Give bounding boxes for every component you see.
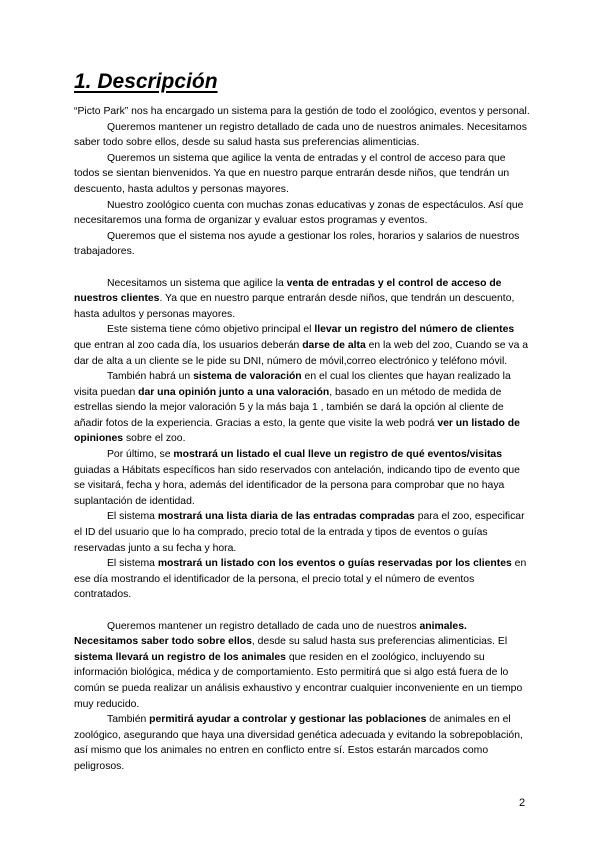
- text-run: Queremos mantener un registro detallado de cada uno de nuestros: [107, 620, 420, 632]
- text-run: Por último, se: [107, 449, 174, 461]
- paragraph: [74, 712, 530, 774]
- text-run: en la web del zoo, Cuando se va a dar de alta a un cliente se le pide su DNI, número de móvil,correo electrónico y teléfono móvil.: [74, 339, 529, 367]
- bold-text-run: mostrará una lista diaria de las entradas compradas: [157, 511, 415, 523]
- paragraph: [74, 369, 530, 447]
- bold-text-run: venta de entradas y el control de acceso de nuestros clientes: [74, 277, 502, 305]
- text-run: , desde su salud hasta sus preferencias alimenticias. El: [251, 636, 508, 648]
- bold-text-run: permitirá ayudar a controlar y gestionar las poblaciones: [149, 714, 427, 726]
- text-run: para el zoo, especificar el ID del usuario que lo ha comprado, precio total de la entrada y tipos de eventos o guías reservadas junto a su fecha y hora.: [74, 511, 525, 554]
- paragraph: [74, 509, 530, 556]
- bold-text-run: ver un listado de opiniones: [74, 417, 520, 445]
- paragraph: [74, 151, 530, 198]
- bold-text-run: sistema de valoración: [193, 371, 302, 383]
- text-run: También habrá un: [107, 371, 194, 383]
- text-run: de animales en el zoológico, asegurando que haya una diversidad genética adecuada y evitando la sobrepoblación, así mismo que los animales no entren en conflicto entre sí. Estos estarán marcados como peligrosos.: [74, 714, 523, 772]
- text-run: . Ya que en nuestro parque entrarán desde niños, que tendrán un descuento, hasta adultos y personas mayores.: [74, 293, 515, 320]
- paragraph: [74, 276, 530, 323]
- text-run: El sistema: [107, 558, 158, 570]
- paragraph: [74, 120, 530, 151]
- text-run: Queremos un sistema que agilice la venta de entradas y el control de acceso para que todos se sientan bienvenidos. Ya que en nuestro parque entrarán desde niños, que tendrán un descuento, hasta adultos y personas mayores.: [74, 152, 510, 195]
- text-run: que entran al zoo cada día, los usuarios deberán: [74, 339, 303, 351]
- text-run: El sistema: [107, 511, 158, 523]
- paragraph: [74, 447, 530, 509]
- text-run: Queremos mantener un registro detallado de cada uno de nuestros animales. Necesitamos saber todo sobre ellos, desde su salud hasta sus preferencias alimenticias.: [74, 121, 527, 149]
- paragraph: [74, 229, 530, 260]
- text-run: en ese día mostrando el identificador de la persona, el precio total y el número de eventos contratados.: [74, 558, 527, 601]
- document-body: [74, 104, 530, 775]
- paragraph-gap: [74, 260, 530, 276]
- bold-text-run: dar una opinión junto a una valoración: [138, 386, 330, 398]
- paragraph: [74, 556, 530, 603]
- paragraph-gap: [74, 603, 530, 619]
- paragraph: [74, 322, 530, 369]
- paragraph: [74, 104, 530, 120]
- text-run: Este sistema tiene cómo objetivo principal el: [107, 324, 315, 336]
- bold-text-run: llevar un registro del número de clientes: [314, 324, 515, 336]
- bold-text-run: mostrará un listado el cual lleve un registro de qué eventos/visitas: [173, 449, 502, 461]
- page-number: 2: [519, 797, 526, 809]
- text-run: “Picto Park” nos ha encargado un sistema para la gestión de todo el zoológico, eventos y personal.: [74, 106, 530, 117]
- paragraph: [74, 198, 530, 229]
- bold-text-run: darse de alta: [302, 339, 366, 351]
- bold-text-run: animales. Necesitamos saber todo sobre ellos: [74, 620, 467, 648]
- text-run: guiadas a Hábitats específicos han sido reservados con antelación, indicando tipo de evento que se visitará, fecha y hora, además del identificador de la persona para comprobar que no haya suplantación de identidad.: [74, 464, 520, 507]
- section-heading: 1. Descripción: [74, 70, 218, 93]
- text-run: Nuestro zoológico cuenta con muchas zonas educativas y zonas de espectáculos. Así que necesitaremos una forma de organizar y evaluar estos programas y eventos.: [74, 199, 524, 227]
- bold-text-run: mostrará un listado con los eventos o guías reservadas por los clientes: [157, 558, 512, 570]
- text-run: También: [107, 714, 150, 726]
- text-run: Queremos que el sistema nos ayude a gestionar los roles, horarios y salarios de nuestros trabajadores.: [74, 230, 520, 258]
- text-run: , basado en un método de medida de estrellas siendo la mejor valoración 5 y la más baja 1 , también se dará la opción al cliente de añadir fotos de la experiencia. Gracias a esto, la gente que visite la web podrá: [74, 386, 504, 429]
- text-run: que residen en el zoológico, incluyendo su información biológica, médica y de comportamiento. Esto permitirá que si algo está fuera de lo común se pueda realizar un análisis exhaustivo y encontrar cualquier inconveniente en un tiempo muy reducido.: [74, 651, 523, 710]
- text-run: en el cual los clientes que hayan realizado la visita puedan: [74, 371, 511, 398]
- text-run: sobre el zoo.: [123, 433, 186, 445]
- paragraph: [74, 619, 530, 713]
- bold-text-run: sistema llevará un registro de los animales: [74, 651, 286, 663]
- text-run: Necesitamos un sistema que agilice la: [107, 277, 287, 289]
